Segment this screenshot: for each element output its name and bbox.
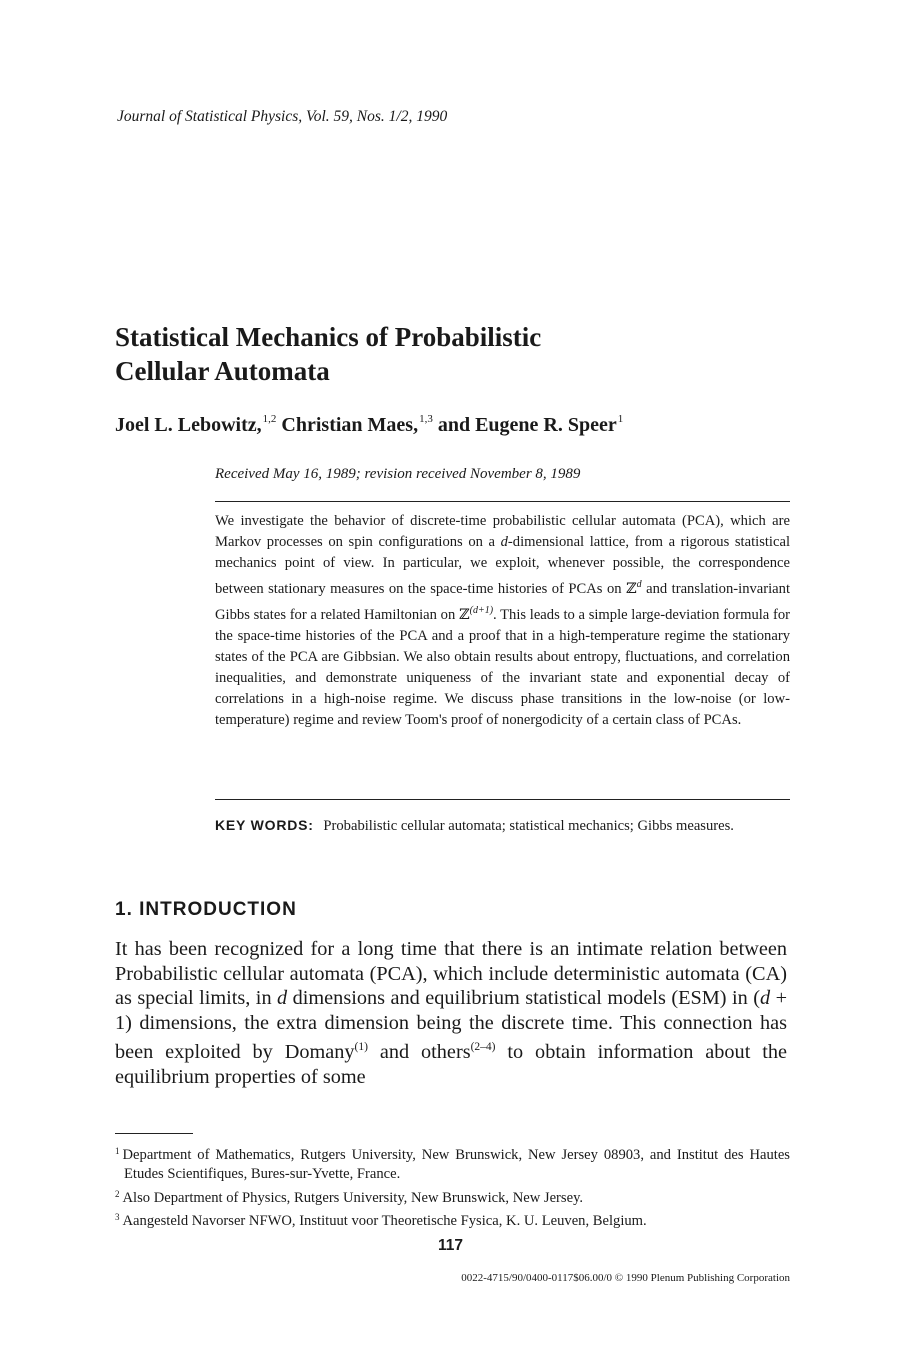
abstract-text-1: We investigate the behavior of discrete-time probabilistic cellular automata (PCA), which are Markov processes on spin configurations on a [215, 513, 790, 550]
citation-ref-2[interactable]: (2–4) [470, 1041, 496, 1054]
keywords-label: KEY WORDS: [215, 817, 314, 833]
footnote-text-1: Department of Mathematics, Rutgers University, New Brunswick, New Jersey 08903, and Institut des Hautes Etudes Scientifiques, Bures-sur-Yvette, France. [122, 1147, 790, 1183]
keywords-text: Probabilistic cellular automata; statistical mechanics; Gibbs measures. [323, 818, 734, 834]
intro-math-d: d [277, 987, 288, 1010]
footnote-3 [115, 1208, 790, 1231]
abstract-math-d: d [500, 534, 508, 550]
abstract-math-z-2-exponent: (d+1) [469, 604, 494, 616]
author-name-3: and Eugene R. Speer [437, 414, 617, 436]
citation-ref-1[interactable]: (1) [354, 1041, 368, 1054]
introduction-paragraph [115, 937, 787, 1090]
abstract-bottom-rule [215, 799, 790, 800]
paper-title-line-2: Cellular Automata [115, 356, 330, 386]
footnote-mark-3: 3 [115, 1211, 120, 1222]
intro-text-5: to obtain information about the equilibrium properties of some [115, 1041, 787, 1088]
abstract-math-z-exponent: d [636, 579, 642, 590]
author-affiliation-3: 1 [617, 413, 624, 425]
author-name-1: Joel L. Lebowitz, [115, 414, 262, 436]
author-affiliation-1: 1,2 [262, 413, 277, 425]
intro-text-1: It has been recognized for a long time that there is an intimate relation between Probabilistic cellular automata (PCA), which include deterministic automata (CA) as special limits, in [115, 938, 787, 1010]
intro-math-d-2: d [759, 987, 771, 1010]
abstract-text-3: and translation-invariant Gibbs states for a related Hamiltonian on [215, 580, 791, 623]
footnote-rule [115, 1133, 193, 1134]
section-title: INTRODUCTION [139, 899, 297, 920]
page-number: 117 [437, 1237, 463, 1254]
abstract-text-2: -dimensional lattice, from a rigorous statistical mechanics point of view. In particular, we exploit, whenever possible, the correspondence between stationary measures on the space-time histories of PCAs on [215, 534, 790, 597]
intro-text-3: + 1) dimensions, the extra dimension being the discrete time. This connection has been exploited by Domany [115, 987, 788, 1064]
intro-text-4: and others [367, 1041, 471, 1064]
footnote-mark-1: 1 [115, 1146, 120, 1156]
section-heading [115, 899, 297, 921]
author-name-2: Christian Maes, [281, 414, 419, 436]
paper-title-line-1: Statistical Mechanics of Probabilistic [115, 322, 542, 352]
footnote-text-3: Aangesteld Navorser NFWO, Instituut voor Theoretische Fysica, K. U. Leuven, Belgium. [122, 1212, 647, 1229]
footnote-text-2: Also Department of Physics, Rutgers University, New Brunswick, New Jersey. [122, 1189, 584, 1206]
section-number: 1. [115, 899, 133, 920]
author-affiliation-2: 1,3 [419, 413, 433, 425]
journal-citation: Journal of Statistical Physics, Vol. 59, Nos. 1/2, 1990 [117, 108, 448, 125]
copyright-line: 0022-4715/90/0400-0117$06.00/0 © 1990 Plenum Publishing Corporation [461, 1272, 790, 1284]
footnote-2 [115, 1185, 790, 1208]
abstract-math-z-2: ℤ [458, 606, 470, 623]
abstract-math-z: ℤ [626, 580, 637, 597]
abstract-text-4: . This leads to a simple large-deviation formula for the space-time histories of the PCA and a proof that in a high-temperature regime the stationary states of the PCA are Gibbsian. We also obtain results about entropy, fluctuations, and correlation inequalities, and demonstrate uniqueness of the invariant state and exponential decay of correlations in a high-noise regime. We discuss phase transitions in the low-noise (or low-temperature) regime and review Toom's proof of nonergodicity of a certain class of PCAs. [215, 606, 790, 728]
abstract-top-rule [215, 501, 790, 502]
footnote-mark-2: 2 [115, 1188, 120, 1199]
author-list [115, 413, 623, 437]
keywords [215, 815, 790, 837]
paper-title [115, 320, 775, 388]
received-dates: Received May 16, 1989; revision received November 8, 1989 [215, 466, 581, 482]
intro-text-2: dimensions and equilibrium statistical models (ESM) in ( [287, 987, 760, 1010]
footnotes [115, 1142, 790, 1231]
footnote-1 [115, 1142, 790, 1185]
abstract [215, 511, 790, 731]
